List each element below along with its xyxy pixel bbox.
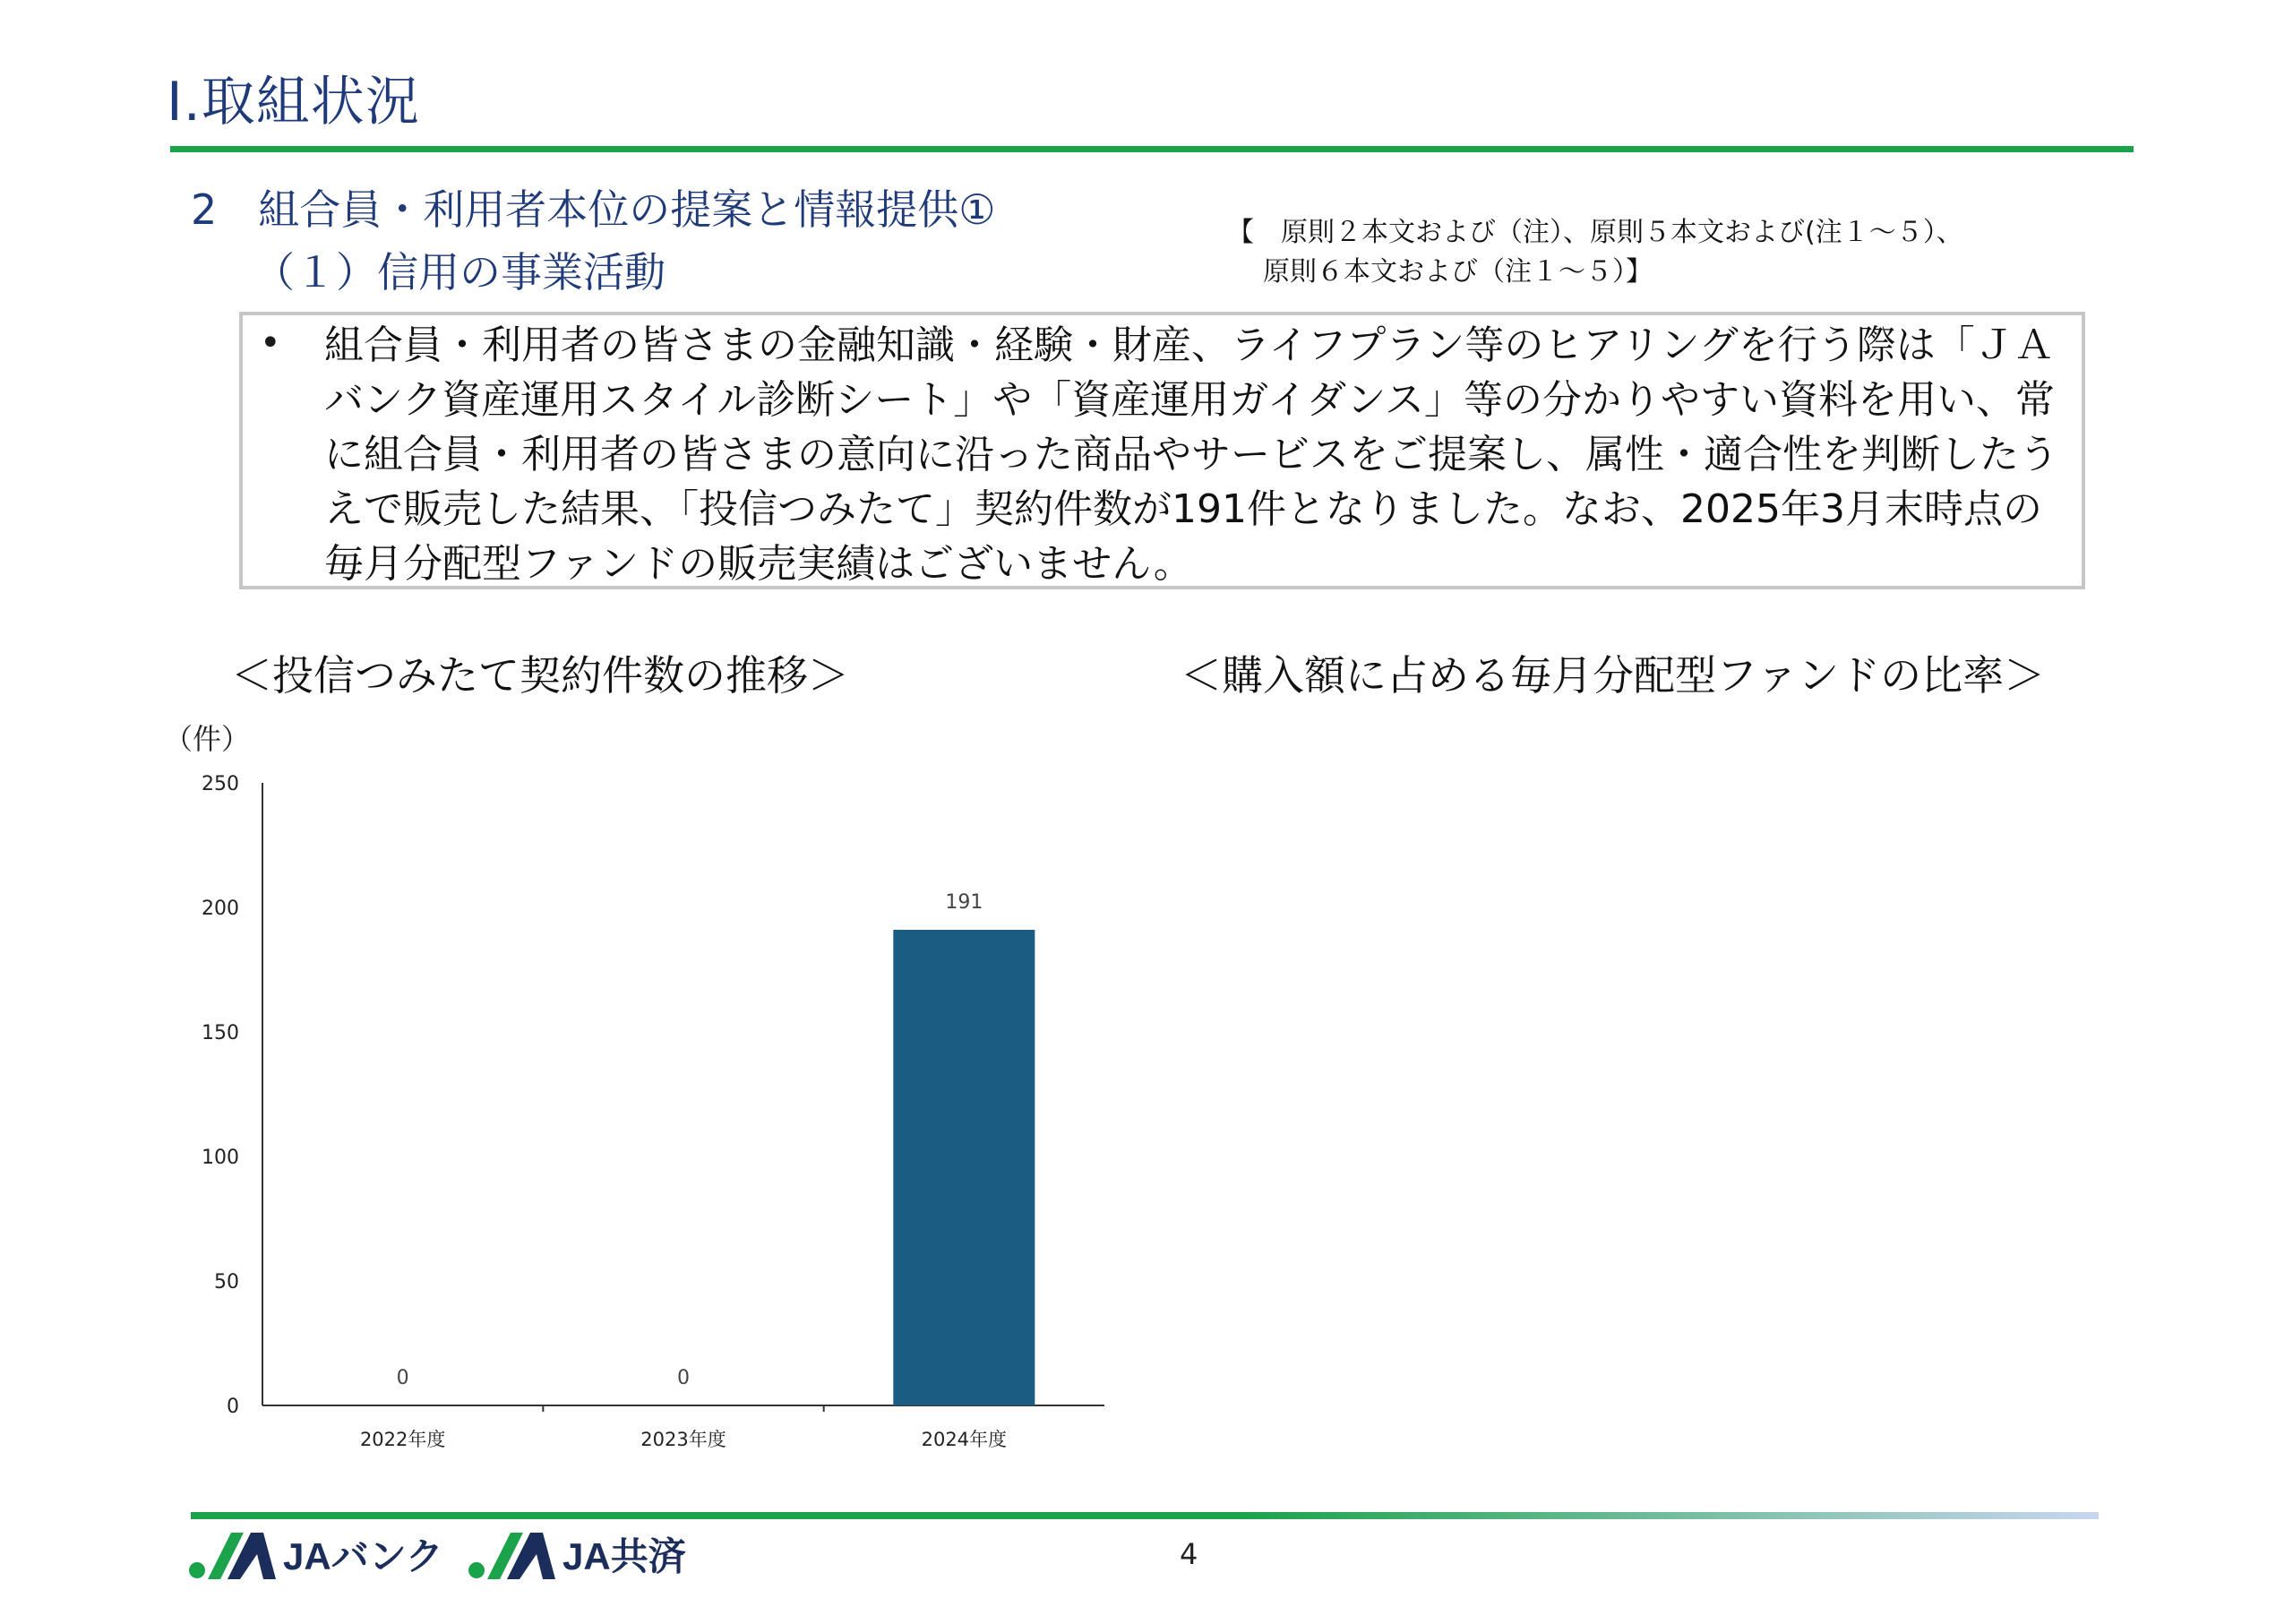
contracts-bar-chart bbox=[0, 0, 1164, 1505]
x-category-label: 2023年度 bbox=[640, 1429, 726, 1450]
principle-reference-note bbox=[1227, 213, 1963, 292]
x-category-label: 2024年度 bbox=[921, 1429, 1008, 1450]
reference-line-2: 原則６本文および（注１～５）】 bbox=[1263, 256, 1653, 288]
y-tick-label: 150 bbox=[202, 1022, 239, 1044]
ja-bank-logo-text: JAバンク bbox=[283, 1535, 443, 1577]
data-label: 191 bbox=[945, 891, 983, 915]
subsection-title: （１）信用の事業活動 bbox=[253, 248, 666, 296]
section-title: 2 組合員・利用者本位の提案と情報提供① bbox=[191, 185, 996, 234]
footer-divider bbox=[191, 1512, 2099, 1519]
ja-bank-logo bbox=[188, 1523, 443, 1585]
y-tick-label: 0 bbox=[227, 1396, 239, 1418]
y-tick-label: 50 bbox=[214, 1271, 239, 1293]
ja-mark-icon bbox=[188, 1527, 278, 1581]
y-tick-label: 250 bbox=[202, 773, 239, 795]
y-tick-label: 100 bbox=[202, 1147, 239, 1169]
reference-line-1: 【 原則２本文および（注）、原則５本文および(注１～５）、 bbox=[1227, 217, 1963, 248]
y-tick-label: 200 bbox=[202, 898, 239, 920]
ja-kyosai-logo bbox=[468, 1523, 686, 1585]
chart-unit-label: （件） bbox=[164, 722, 251, 756]
bar bbox=[893, 930, 1035, 1405]
chart-heading-contracts: ＜投信つみたて契約件数の推移＞ bbox=[231, 651, 849, 700]
summary-text: 組合員・利用者の皆さまの金融知識・経験・財産、ライフプラン等のヒアリングを行う際は「ＪＡバンク資産運用スタイル診断シート」や「資産運用ガイダンス」等の分かりやすい資料を用い、常に組合員・利用者の皆さまの意向に沿った商品やサービスをご提案し、属性・適合性を判断したうえで販売した結果、「投信つみたて」契約件数が191件となりました。なお、2025年3月末時点の毎月分配型ファンドの販売実績はございません。 bbox=[324, 322, 2058, 587]
page-title: Ⅰ.取組状況 bbox=[167, 71, 420, 133]
page-number: 4 bbox=[1180, 1537, 1198, 1571]
ja-mark-icon bbox=[468, 1527, 557, 1581]
x-category-label: 2022年度 bbox=[359, 1429, 446, 1450]
data-label: 0 bbox=[677, 1367, 690, 1389]
data-label: 0 bbox=[396, 1367, 409, 1389]
ja-kyosai-logo-text: JA共済 bbox=[563, 1535, 686, 1577]
chart-heading-monthly-distribution-ratio: ＜購入額に占める毎月分配型ファンドの比率＞ bbox=[1181, 651, 2046, 700]
bullet-marker: • bbox=[260, 322, 281, 364]
